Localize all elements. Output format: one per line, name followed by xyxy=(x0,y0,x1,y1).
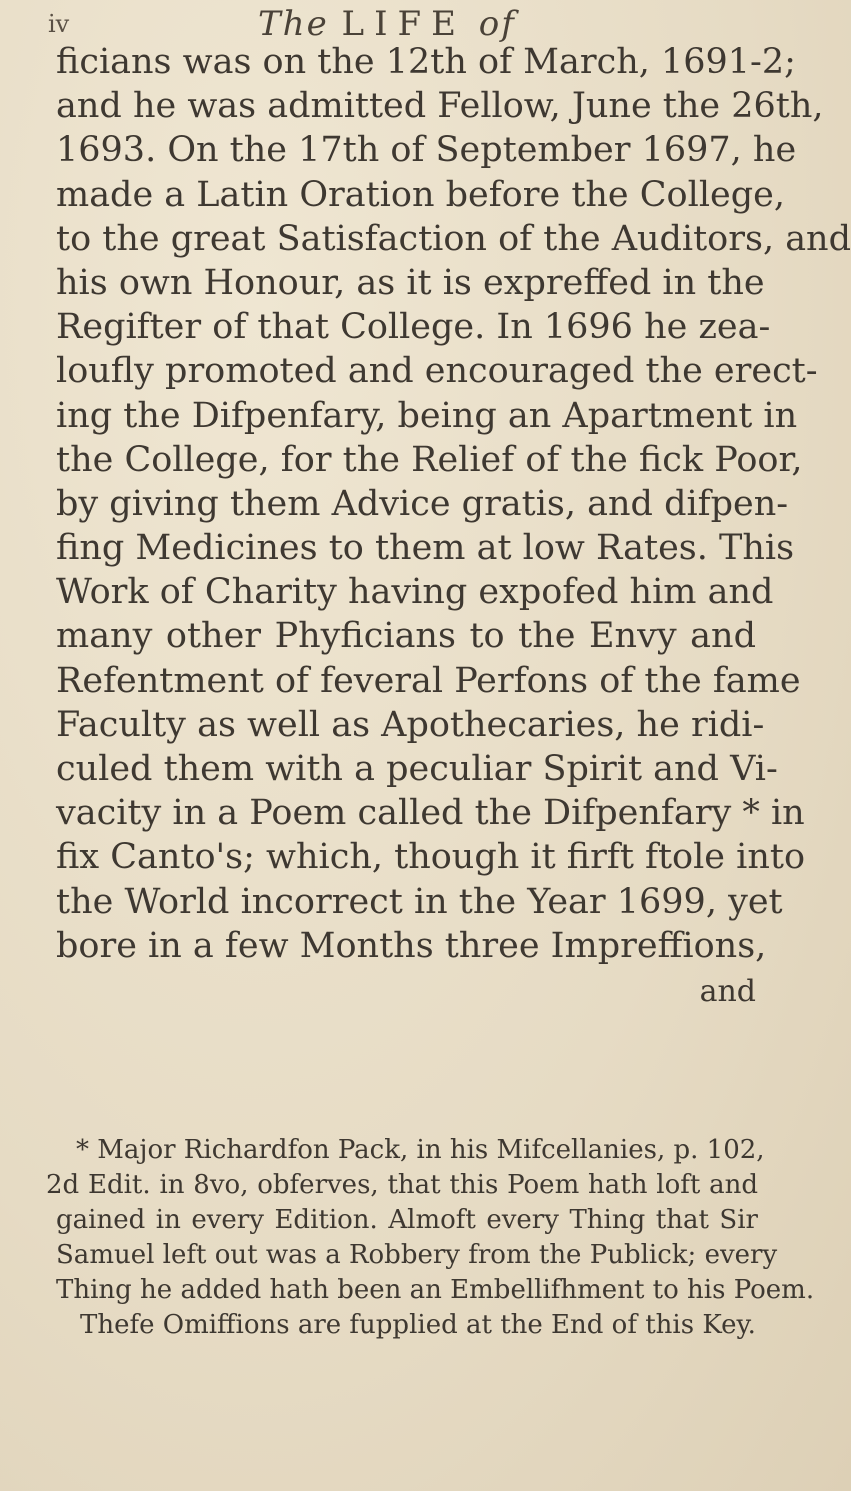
text-line: loufly promoted and encouraged the erect- xyxy=(56,351,818,392)
text-line: Refentment of feveral Perfons of the fame xyxy=(56,660,801,701)
text-line: many other Phyficians to the Envy and xyxy=(56,616,756,657)
text-line: by giving them Advice gratis, and difpen- xyxy=(56,483,789,524)
main-text xyxy=(56,40,851,1012)
footnote xyxy=(46,1133,815,1343)
catchword: and xyxy=(699,973,756,1009)
footnote-line: * Major Richardfon Pack, in his Mifcellanies, p. 102, xyxy=(76,1135,765,1165)
text-line: culed them with a peculiar Spirit and Vi- xyxy=(56,749,778,789)
text-line: and he was admitted Fellow, June the 26th, xyxy=(56,86,824,127)
text-line: fing Medicines to them at low Rates. This xyxy=(56,528,795,569)
footnote-line: gained in every Edition. Almoft every Thing that Sir xyxy=(56,1205,758,1235)
text-line: fix Canto's; which, though it firft ftole into xyxy=(56,837,806,878)
text-line: ing the Difpenfary, being an Apartment in xyxy=(56,395,798,436)
text-line: ficians was on the 12th of March, 1691-2; xyxy=(56,42,796,82)
text-line: Regifter of that College. In 1696 he zea- xyxy=(56,307,771,348)
text-line: 1693. On the 17th of September 1697, he xyxy=(56,130,797,171)
page-number: iv xyxy=(48,10,70,38)
text-line: to the great Satisfaction of the Auditors, and xyxy=(56,218,851,259)
text-line: vacity in a Poem called the Difpenfary * in xyxy=(56,793,805,834)
text-line: bore in a few Months three Impreffions, xyxy=(56,925,767,966)
text-line: Work of Charity having expofed him and xyxy=(56,572,774,613)
text-line: Faculty as well as Apothecaries, he ridi- xyxy=(56,704,765,745)
text-line: the World incorrect in the Year 1699, yet xyxy=(56,881,783,922)
footnote-line: Thing he added hath been an Embellifhment to his Poem. xyxy=(56,1275,815,1305)
footnote-line: Thefe Omiffions are fupplied at the End of this Key. xyxy=(80,1310,756,1340)
text-line: made a Latin Oration before the College, xyxy=(56,174,785,215)
text-line: his own Honour, as it is expreffed in the xyxy=(56,262,765,303)
running-title: The LIFE of xyxy=(258,4,516,44)
footnote-line: 2d Edit. in 8vo, obferves, that this Poem hath loft and xyxy=(46,1170,758,1200)
text-line: the College, for the Relief of the fick Poor, xyxy=(56,439,803,480)
footnote-line: Samuel left out was a Robbery from the Publick; every xyxy=(56,1240,778,1270)
